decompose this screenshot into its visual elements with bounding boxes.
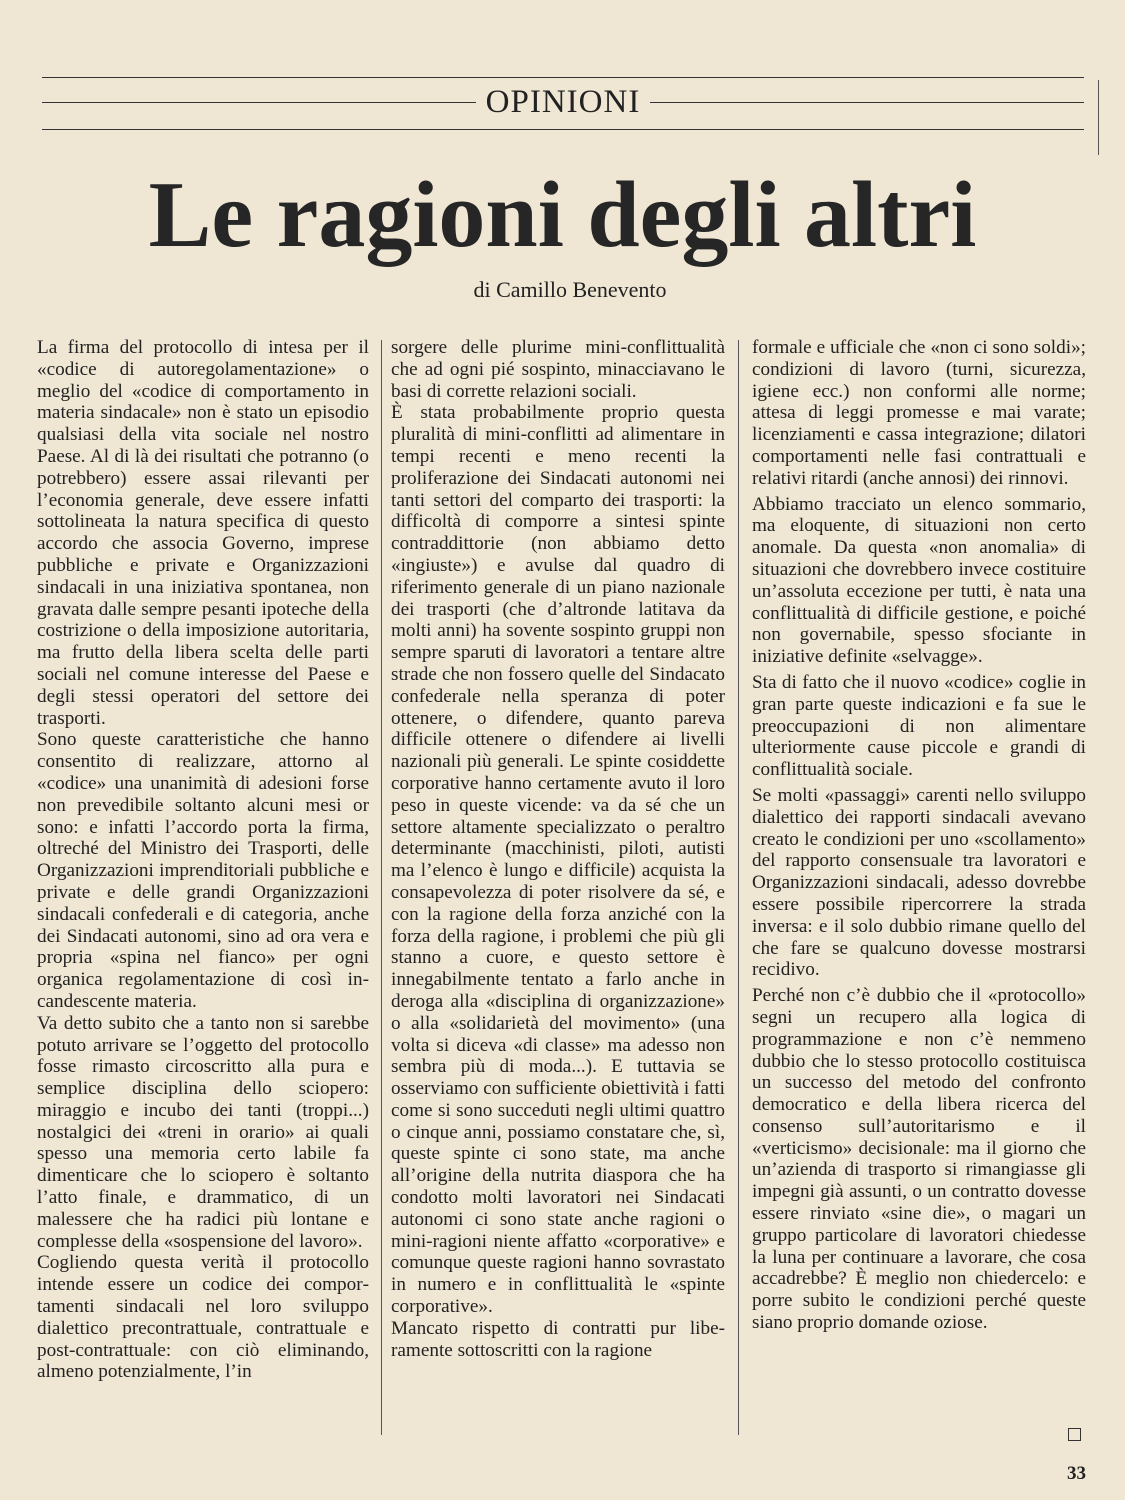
paragraph: formale e ufficiale che «non ci sono soldi»; condizioni di lavoro (turni, sicurezza, igiene ecc.) non conformi alle norme; attesa di leggi promesse e mai varate; licenziamenti e cassa integrazione; dilatori comportamenti nelle fasi contrattuali e relativi ritardi (anche annosi) dei rinnovi. — [752, 337, 1086, 489]
paragraph: È stata probabilmente proprio questa pluralità di mini-conflitti ad alimentare in tempi recenti e meno recenti la proliferazione dei Sindacati autonomi nei tanti settori del comparto dei trasporti: la difficoltà di comporre a sintesi spinte contraddittorie (non abbiamo detto «ingiuste») e avulse dal quadro di riferimento generale di un piano nazionale dei trasporti (che d’altronde latitava da molti anni) ha sovente sospinto gruppi non sempre sparuti di lavoratori a tentare altre strade che non fossero quelle del Sindacato confederale nella speranza di poter ottenere, o difendere, quanto pareva difficile ottenere o difendere ai livelli nazionali più generali. Le spinte cosiddette corporative hanno certamente avuto il loro peso in queste vicende: va da sé che un settore altamente specializzato o peraltro determinante (macchinisti, piloti, autisti ma l’elenco è lungo e difficile) acquista la consapevolezza di poter risolvere da sé, e con la ragione della forza anziché con la forza della ragione, i problemi che più gli stanno a cuore, e questo settore è innegabilmente tentato a farlo anche in deroga alla «disciplina di organizzazione» o alla «solidarietà del movimento» (una volta si diceva «di classe» ma adesso non sembra più di moda...). E tuttavia se osserviamo con sufficiente obiettività i fatti come si sono succeduti negli ultimi quattro o cinque anni, possiamo constatare che, sì, queste spinte ci sono state, ma anche all’origine della nutrita diaspora che ha condotto molti lavoratori nei Sindacati autonomi ci sono state anche ragioni o mini-ragioni niente affatto «corporative» e comunque queste ragioni hanno sovrastato in numero e in conflittualità le «spinte corporative». — [391, 402, 725, 1318]
headline: Le ragioni degli altri — [148, 163, 977, 267]
paragraph: La firma del protocollo di intesa per il «codice di autoregolamentazione» o meglio del «codice di comportamento in materia sindacale» non è stato un episodio qualsiasi della vita sociale nel nostro Paese. Al di là dei risultati che potranno (o potrebbero) essere assai rilevanti per l’economia generale, deve essere infatti sottolineata la natura specifica di questo accordo che associa Governo, imprese pubbliche e private e Organizzazioni sindacali in una iniziativa spontanea, non gravata dalle sempre pesanti ipoteche della costrizione o della imposizione autoritaria, ma frutto della libera scelta delle parti sociali nel comune interesse del Paese e degli stessi operatori del settore dei trasporti. — [37, 337, 369, 729]
end-of-article-square-icon — [1068, 1428, 1081, 1441]
paragraph: Sta di fatto che il nuovo «codice» coglie in gran parte queste indicazioni e fa sue le preoccupazioni di non alimentare ulteriormente cause piccole e grandi di conflittualità sociale. — [752, 671, 1086, 781]
article-column-1 — [37, 337, 369, 1383]
paragraph: sorgere delle plurime mini-conflittualità che ad ogni pié sospinto, minacciavano le basi di corrette relazioni sociali. — [391, 337, 725, 402]
right-edge-line — [1098, 80, 1099, 155]
paragraph: Va detto subito che a tanto non si sarebbe potuto arrivare se l’oggetto del protocollo fosse rimasto circoscritto alla pura e semplice disciplina dello sciopero: miraggio e incubo dei tanti (troppi...) nostalgici dei «treni in orario» ai quali spesso una memoria certo labile fa dimenticare che lo sciopero è soltanto l’atto finale, e drammatico, di un malessere che ha radici più lontane e complesse della «sospensione del lavoro». — [37, 1012, 369, 1252]
section-title: OPINIONI — [485, 83, 641, 120]
byline: di Camillo Benevento — [473, 277, 667, 302]
section-left-rule — [42, 102, 476, 103]
top-rule — [42, 77, 1084, 78]
bottom-header-rule — [42, 129, 1084, 130]
paragraph: Cogliendo questa verità il protocollo intende essere un codice dei comportamenti sindacali nel loro sviluppo dialettico precontrattuale, contrattuale e post-contrattuale: con ciò eliminando, almeno potenzialmente, l’in — [37, 1252, 369, 1383]
article-column-3 — [752, 337, 1086, 1334]
section-right-rule — [650, 102, 1084, 103]
page-number: 33 — [1067, 1463, 1086, 1484]
article-column-2 — [391, 337, 725, 1361]
paragraph: Mancato rispetto di contratti pur liberamente sottoscritti con la ragione — [391, 1317, 725, 1361]
section-header — [42, 80, 1084, 124]
paragraph: Sono queste caratteristiche che hanno consentito di realizzare, attorno al «codice» una unanimità di adesioni forse non prevedibile soltanto alcuni mesi or sono: e infatti l’accordo porta la firma, oltreché del Ministro dei Trasporti, delle Organizzazioni imprenditoriali pubbliche e private e delle grandi Organizzazioni sindacali confederali e di categoria, anche dei Sindacati autonomi, sino ad ora vera e propria «spina nel fianco» per ogni organica regolamentazione di così incandescente materia. — [37, 729, 369, 1012]
column-divider-2 — [738, 340, 739, 1435]
paragraph: Abbiamo tracciato un elenco sommario, ma eloquente, di situazioni non certo anomale. Da questa «non anomalia» di situazioni che dovrebbero invece costituire un’assoluta eccezione per tutti, è nata una conflittualità di difficile gestione, e poiché non governabile, spesso sfociante in iniziative definite «selvagge». — [752, 493, 1086, 668]
column-divider-1 — [381, 340, 382, 1435]
paragraph: Perché non c’è dubbio che il «protocollo» segni un recupero alla logica di programmazione e non c’è nemmeno dubbio che lo stesso protocollo costituisca un successo del metodo del confronto democratico e della libera ricerca del consenso sull’autoritarismo e il «verticismo» decisionale: ma il giorno che un’azienda di trasporto si rimangiasse gli impegni già assunti, o un contratto dovesse essere rinviato «sine die», o magari un gruppo particolare di lavoratori chiedesse la luna per continuare a lavorare, che cosa accadrebbe? È meglio non chiedercelo: e porre subito le condizioni perché queste siano proprio domande oziose. — [752, 985, 1086, 1334]
paragraph: Se molti «passaggi» carenti nello sviluppo dialettico dei rapporti sindacali avevano creato le condizioni per uno «scollamento» del rapporto consensuale tra lavoratori e Organizzazioni sindacali, adesso dovrebbe essere possibile ripercorrere la strada inversa: e il solo dubbio rimane quello del che fare se qualcuno dovesse mostrarsi recidivo. — [752, 784, 1086, 981]
